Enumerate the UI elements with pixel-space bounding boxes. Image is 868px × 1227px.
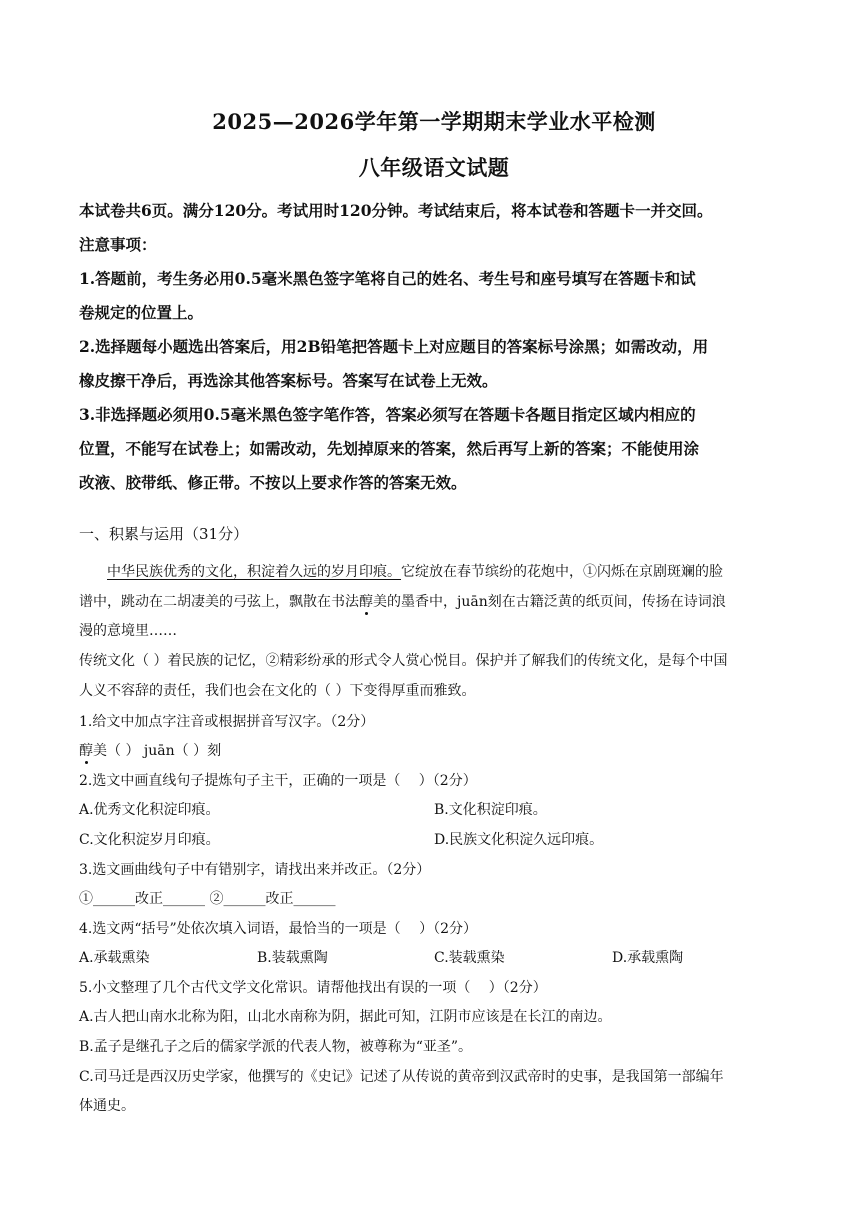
q4-option-c: C.装载熏染 bbox=[434, 950, 505, 966]
passage-line-4: 传统文化（ ）着民族的记忆，②精彩纷承的形式令人赏心悦目。保护并了解我们的传统文化，是每个中国 bbox=[79, 653, 728, 669]
notice-item-3a: 3.非选择题必须用0.5毫米黑色签字笔作答，答案必须写在答题卡各题目指定区域内相应的 bbox=[79, 405, 696, 424]
underlined-sentence: 中华民族优秀的文化，积淀着久远的岁月印痕。 bbox=[107, 564, 401, 580]
passage-line-3: 漫的意境里…… bbox=[79, 623, 177, 639]
q5-stem: 5.小文整理了几个古代文学文化常识。请帮他找出有误的一项（ ）（2分） bbox=[79, 980, 547, 996]
passage-line-5: 人义不容辞的责任，我们也会在文化的（ ）下变得厚重而雅致。 bbox=[79, 683, 476, 699]
passage-line-2: 谱中，跳动在二胡凄美的弓弦上，飘散在书法醇美的墨香中，juān刻在古籍泛黄的纸页间，传扬在诗词浪 bbox=[79, 594, 726, 610]
q3-answer: ①______改正______ ②______改正______ bbox=[79, 891, 336, 907]
q2-option-b: B.文化积淀印痕。 bbox=[434, 802, 547, 818]
q3-stem: 3.选文画曲线句子中有错别字，请找出来并改正。（2分） bbox=[79, 862, 431, 878]
q2-option-c: C.文化积淀岁月印痕。 bbox=[79, 832, 220, 848]
q2-option-a: A.优秀文化积淀印痕。 bbox=[79, 802, 220, 818]
q4-option-b: B.装载熏陶 bbox=[257, 950, 328, 966]
passage-line-1: 中华民族优秀的文化，积淀着久远的岁月印痕。它绽放在春节缤纷的花炮中，①闪烁在京剧斑斓的脸 bbox=[107, 564, 723, 580]
notice-item-1a: 1.答题前，考生务必用0.5毫米黑色签字笔将自己的姓名、考生号和座号填写在答题卡和试 bbox=[79, 269, 696, 288]
instructions-intro: 本试卷共6页。满分120分。考试用时120分钟。考试结束后，将本试卷和答题卡一并交回。 bbox=[79, 201, 713, 220]
notice-item-2a: 2.选择题每小题选出答案后，用2B铅笔把答题卡上对应题目的答案标号涂黑；如需改动，用 bbox=[79, 337, 709, 356]
dotted-char: 醇 bbox=[359, 594, 373, 610]
q5-option-b: B.孟子是继孔子之后的儒家学派的代表人物，被尊称为“亚圣”。 bbox=[79, 1039, 473, 1055]
q5-option-c-cont: 体通史。 bbox=[79, 1098, 135, 1114]
q2-stem: 2.选文中画直线句子提炼句子主干，正确的一项是（ ）（2分） bbox=[79, 773, 477, 789]
q1-answer: 醇美（ ） juān（ ）刻 bbox=[79, 743, 222, 759]
q1-stem: 1.给文中加点字注音或根据拼音写汉字。（2分） bbox=[79, 714, 375, 730]
exam-title: 2025—2026学年第一学期期末学业水平检测 bbox=[212, 109, 656, 134]
section-heading: 一、积累与运用（31分） bbox=[79, 525, 249, 543]
q1-dotted-char: 醇 bbox=[79, 743, 93, 759]
q5-option-c: C.司马迁是西汉历史学家，他撰写的《史记》记述了从传说的黄帝到汉武帝时的史事，是我国第一部编年 bbox=[79, 1069, 724, 1085]
notice-item-2b: 橡皮擦干净后，再选涂其他答案标号。答案写在试卷上无效。 bbox=[79, 371, 498, 390]
q4-option-d: D.承载熏陶 bbox=[612, 950, 684, 966]
q4-option-a: A.承载熏染 bbox=[79, 950, 150, 966]
q5-option-a: A.古人把山南水北称为阳，山北水南称为阴，据此可知，江阴市应该是在长江的南边。 bbox=[79, 1009, 612, 1025]
exam-subtitle: 八年级语文试题 bbox=[358, 155, 510, 180]
notice-item-1b: 卷规定的位置上。 bbox=[79, 303, 204, 322]
notice-item-3b: 位置，不能写在试卷上；如需改动，先划掉原来的答案，然后再写上新的答案；不能使用涂 bbox=[79, 439, 700, 458]
notice-heading: 注意事项： bbox=[79, 235, 157, 254]
notice-item-3c: 改液、胶带纸、修正带。不按以上要求作答的答案无效。 bbox=[79, 473, 467, 492]
q2-option-d: D.民族文化积淀久远印痕。 bbox=[434, 832, 604, 848]
q4-stem: 4.选文两“括号”处依次填入词语，最恰当的一项是（ ）（2分） bbox=[79, 921, 478, 937]
